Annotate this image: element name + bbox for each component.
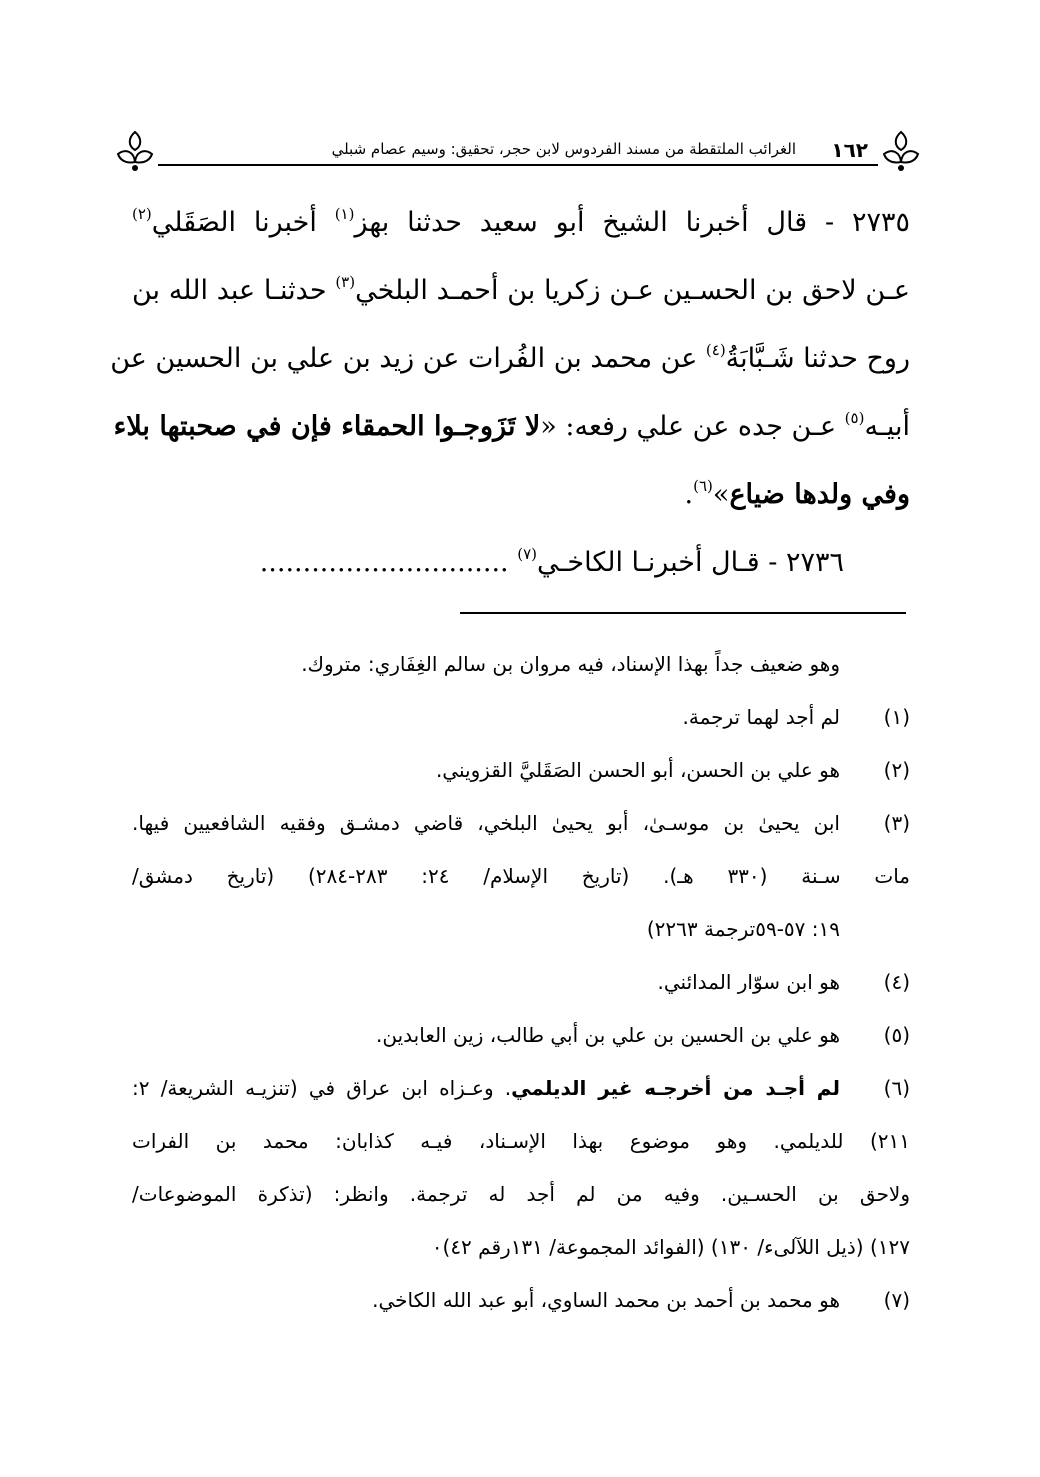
text-run: عـن لاحق بن الحسـين عـن زكريا بن أحمـد البلخي (355, 275, 910, 306)
footnotes (132, 642, 910, 1331)
footnote-text: هو علي بن الحسن، أبو الحسن الصَقَليَّ القزويني. (435, 758, 840, 782)
footnote-3-cont: ١٩: ٥٧-٥٩ترجمة ٢٢٦٣) (646, 917, 840, 941)
footnote-6-cont: ٢١١) للديلمي. وهو موضوع بهذا الإسـناد، فيـه كذابان: محمد بن الفرات (132, 1129, 910, 1153)
footnote-ref: (١) (334, 205, 355, 223)
footnote-ref: (٥) (844, 409, 865, 427)
text-run: ٢٧٣٦ - قـال أخبرنـا الكاخـي (537, 547, 844, 578)
text-line (110, 320, 910, 388)
footnote-4 (132, 960, 910, 1013)
text-run: عن محمد بن الفُرات عن زيد بن علي بن الحسين عن (110, 343, 706, 374)
running-title: الغرائب الملتقطة من مسند الفردوس لابن حجر، تحقيق: وسيم عصام شبلي (331, 140, 796, 158)
hadith-2735 (110, 184, 910, 524)
header-rule (158, 164, 878, 166)
footnote-6 (132, 1066, 910, 1119)
footnote-number: (٦) (883, 1076, 911, 1100)
text-run: روح حدثنا شَـبَّابَةُ (725, 343, 910, 374)
footnote-ref: (٤) (705, 341, 726, 359)
footnote-text: ابن يحيىٰ بن موسـىٰ، أبو يحيىٰ البلخي، قاضي دمشـق وفقيه الشافعيين فيها. (132, 811, 840, 835)
ellipsis-dots: ............................. (259, 547, 509, 578)
footnote-ref: (٣) (335, 273, 356, 291)
text-line (113, 388, 910, 456)
text-run: حدثنـا عبد الله بن (132, 275, 336, 306)
floral-ornament-icon (112, 128, 158, 172)
text-run: أبيـه (864, 411, 910, 442)
text-run: أخبرنا الصَقَلي (151, 207, 335, 238)
footnote-bold-text: لم أجـد من أخرجـه غير الديلمي (511, 1076, 841, 1100)
text-run: . (684, 479, 694, 510)
footnote-number: (٧) (883, 1288, 910, 1312)
footnote-text: لم أجد لهما ترجمة. (682, 705, 840, 729)
page-header (128, 128, 906, 172)
footnote-1 (132, 695, 910, 748)
text-line (132, 252, 910, 320)
footnote-number: (٢) (883, 758, 910, 782)
hadith-matn: وفي ولدها ضياع (729, 479, 910, 510)
text-line (132, 184, 910, 252)
footnote-2 (132, 748, 910, 801)
footnote-text: هو علي بن الحسين بن علي بن أبي طالب، زين العابدين. (376, 1023, 840, 1047)
hadith-matn: لا تَزَوجـوا الحمقاء فإن في صحبتها بلاء (113, 411, 541, 442)
footnote-3-cont: مات سـنة (٣٣٠ هـ). (تاريخ الإسلام/ ٢٤: ٢٨٣-٢٨٤) (تاريخ دمشق/ (132, 864, 910, 888)
footnote-6-cont: ١٢٧) (ذيل اللآلىء/ ١٣٠) (الفوائد المجموعة/ ١٣١رقم ٤٢)٠ (431, 1235, 910, 1259)
text-run: ٢٧٣٥ - قال أخبرنا الشيخ أبو سعيد حدثنا بهز (354, 207, 910, 238)
footnote-text: هو محمد بن أحمد بن محمد الساوي، أبو عبد الله الكاخي. (372, 1288, 840, 1312)
footnote-3 (132, 801, 910, 854)
footnote-intro: وهو ضعيف جداً بهذا الإسناد، فيه مروان بن سالم الغِفَاري: متروك. (301, 652, 840, 676)
footnote-ref: (٦) (693, 477, 713, 495)
footnote-number: (٣) (883, 811, 910, 835)
footnote-number: (٤) (883, 970, 910, 994)
footnote-5 (132, 1013, 910, 1066)
footnote-6-cont: ولاحق بن الحسـين. وفيه من لم أجد له ترجمة. وانظر: (تذكرة الموضوعات/ (132, 1182, 910, 1206)
footnote-ref: (٢) (132, 205, 152, 223)
footnote-7 (132, 1278, 910, 1331)
text-line (132, 456, 910, 524)
hadith-2736 (124, 545, 844, 578)
footnote-ref: (٧) (517, 545, 537, 563)
footnote-number: (٥) (883, 1023, 910, 1047)
page-number: ١٦٢ (831, 138, 868, 162)
footnote-text: هو ابن سوّار المدائني. (657, 970, 840, 994)
text-run: عـن جده عن علي رفعه: « (540, 411, 845, 442)
floral-ornament-icon (878, 128, 924, 172)
footnote-number: (١) (883, 705, 910, 729)
footnote-separator (460, 612, 906, 614)
footnote-text: . وعـزاه ابن عراق في (تنزيـه الشريعة/ ٢: (132, 1076, 512, 1100)
text-run: » (712, 479, 730, 510)
